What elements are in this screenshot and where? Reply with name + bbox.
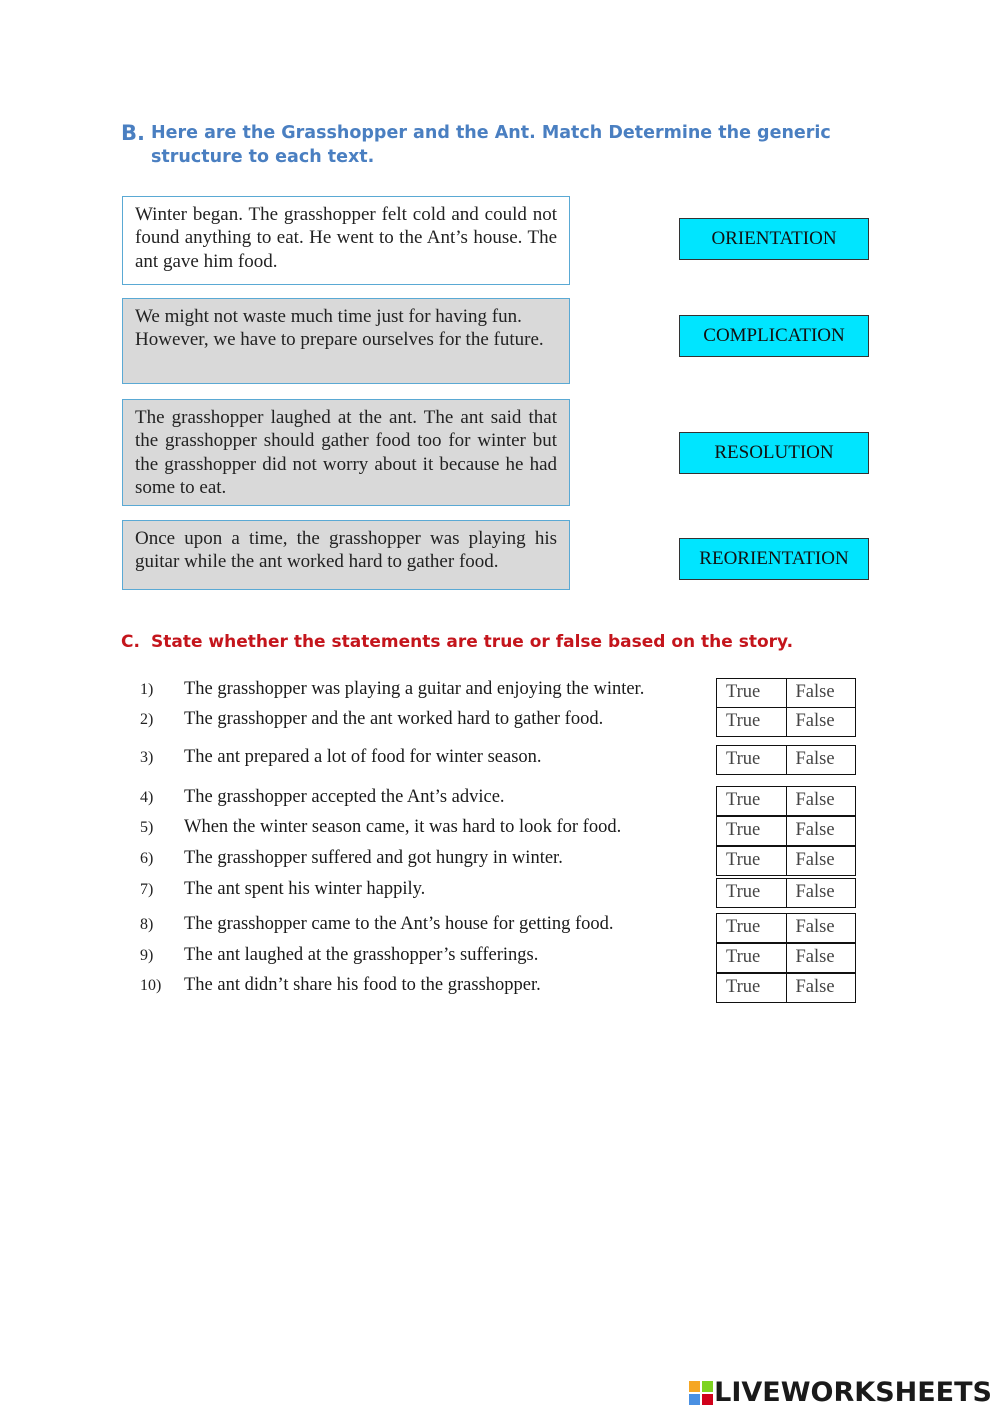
passage-box-3[interactable]: The grasshopper laughed at the ant. The ant said that the grasshopper should gather food too for winter but the grasshopper did not worry about it because he had some to eat. (122, 399, 570, 506)
statement-text: The ant laughed at the grasshopper’s sufferings. (184, 945, 539, 965)
statement-number: 9) (140, 947, 154, 964)
passage-box-2[interactable]: We might not waste much time just for having fun. However, we have to prepare ourselves for the future. (122, 298, 570, 384)
statement-row (140, 974, 541, 997)
statement-row (140, 816, 621, 839)
statement-text: The grasshopper was playing a guitar and enjoying the winter. (184, 679, 645, 699)
statement-text: The ant spent his winter happily. (184, 879, 426, 899)
false-option[interactable]: False (795, 917, 835, 937)
statement-number: 8) (140, 916, 154, 933)
statement-text: The grasshopper accepted the Ant’s advice. (184, 787, 505, 807)
true-false-box (716, 973, 856, 1003)
statement-text: The grasshopper and the ant worked hard to gather food. (184, 709, 604, 729)
statement-number: 3) (140, 749, 154, 766)
true-option[interactable]: True (717, 817, 787, 845)
false-option[interactable]: False (795, 882, 835, 902)
true-option[interactable]: True (717, 974, 787, 1002)
false-option[interactable]: False (795, 850, 835, 870)
false-option[interactable]: False (795, 749, 835, 769)
passage-box-4[interactable]: Once upon a time, the grasshopper was playing his guitar while the ant worked hard to gather food. (122, 520, 570, 590)
false-option[interactable]: False (795, 682, 835, 702)
statement-text: The grasshopper came to the Ant’s house for getting food. (184, 914, 614, 934)
true-false-box (716, 878, 856, 908)
statement-text: The ant prepared a lot of food for winter season. (184, 747, 542, 767)
true-false-box (716, 913, 856, 943)
brand-name: LIVEWORKSHEETS (714, 1377, 992, 1408)
false-option[interactable]: False (795, 977, 835, 997)
statement-row (140, 746, 542, 769)
false-option[interactable]: False (795, 947, 835, 967)
true-false-box (716, 745, 856, 775)
statement-row (140, 847, 563, 870)
true-option[interactable]: True (717, 708, 787, 736)
true-false-box (716, 707, 856, 737)
section-c-letter: C. (121, 632, 140, 652)
false-option[interactable]: False (795, 790, 835, 810)
statement-number: 6) (140, 850, 154, 867)
statement-row (140, 878, 425, 901)
true-option[interactable]: True (717, 746, 787, 774)
label-resolution[interactable]: RESOLUTION (679, 432, 869, 474)
false-option[interactable]: False (795, 820, 835, 840)
true-false-box (716, 846, 856, 876)
true-false-box (716, 786, 856, 816)
statement-row (140, 913, 614, 936)
false-option[interactable]: False (795, 711, 835, 731)
liveworksheets-logo-icon (689, 1381, 713, 1405)
true-option[interactable]: True (717, 679, 787, 707)
statement-number: 10) (140, 977, 162, 994)
section-c-heading (121, 630, 793, 654)
passage-box-1[interactable]: Winter began. The grasshopper felt cold and could not found anything to eat. He went to the Ant’s house. The ant gave him food. (122, 196, 570, 285)
section-b-heading (121, 121, 841, 169)
statement-text: When the winter season came, it was hard to look for food. (184, 817, 622, 837)
true-option[interactable]: True (717, 787, 787, 815)
section-c-instruction: State whether the statements are true or false based on the story. (151, 632, 794, 652)
section-b-letter: B. (121, 121, 145, 145)
label-orientation[interactable]: ORIENTATION (679, 218, 869, 260)
statement-row (140, 944, 538, 967)
statement-number: 4) (140, 789, 154, 806)
statement-number: 7) (140, 881, 154, 898)
true-option[interactable]: True (717, 944, 787, 972)
true-false-box (716, 678, 856, 708)
statement-number: 2) (140, 711, 154, 728)
statement-row (140, 678, 644, 701)
true-false-box (716, 943, 856, 973)
true-option[interactable]: True (717, 879, 787, 907)
statement-text: The grasshopper suffered and got hungry in winter. (184, 848, 563, 868)
true-false-box (716, 816, 856, 846)
section-b-instruction: Here are the Grasshopper and the Ant. Match Determine the generic structure to each text. (151, 123, 831, 167)
statement-row (140, 708, 603, 731)
label-complication[interactable]: COMPLICATION (679, 315, 869, 357)
label-reorientation[interactable]: REORIENTATION (679, 538, 869, 580)
statement-number: 1) (140, 681, 154, 698)
true-option[interactable]: True (717, 914, 787, 942)
statement-number: 5) (140, 819, 154, 836)
true-option[interactable]: True (717, 847, 787, 875)
statement-row (140, 786, 505, 809)
liveworksheets-logo[interactable] (689, 1377, 992, 1408)
statement-text: The ant didn’t share his food to the grasshopper. (184, 975, 541, 995)
